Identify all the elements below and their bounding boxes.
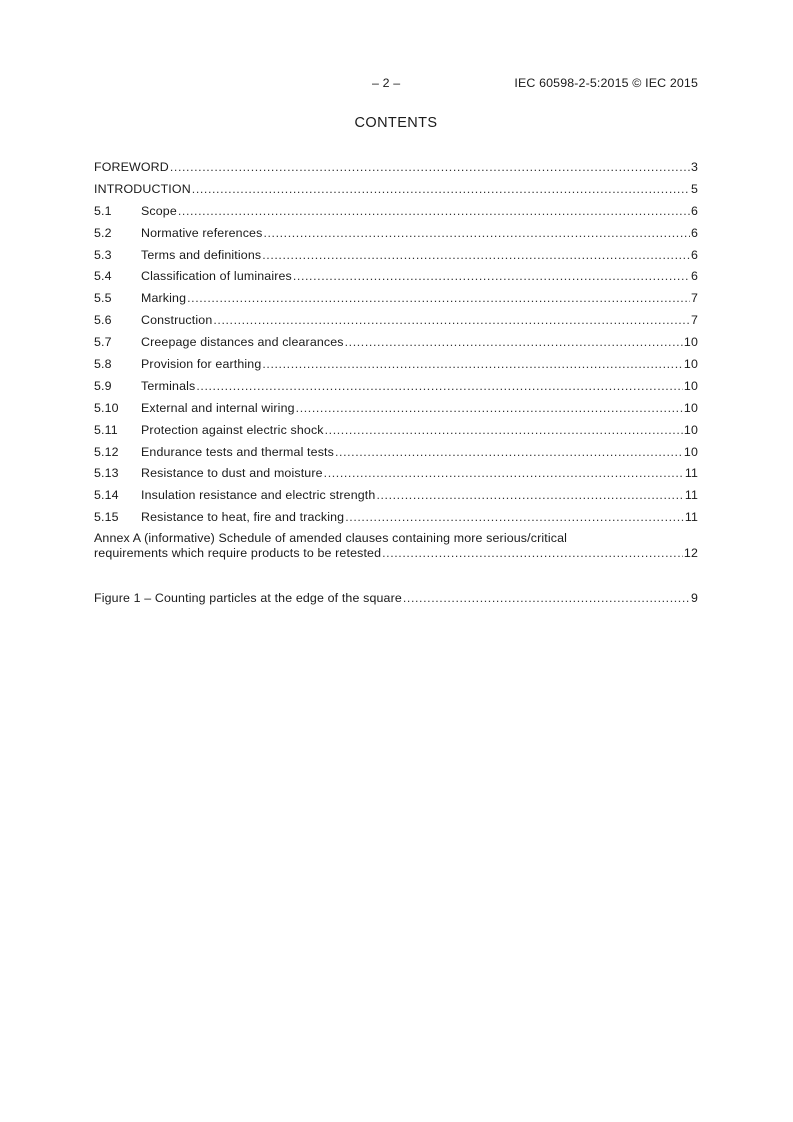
annex-title-line2: requirements which require products to be retested bbox=[94, 546, 382, 561]
dot-leader bbox=[324, 463, 684, 485]
figure-entry-1[interactable] bbox=[94, 588, 698, 610]
toc-entry-5-4[interactable] bbox=[94, 266, 698, 288]
dot-leader bbox=[325, 420, 683, 442]
toc-entry-5-11[interactable] bbox=[94, 420, 698, 442]
toc-entry-5-14[interactable] bbox=[94, 485, 698, 507]
toc-entry-title: Resistance to dust and moisture bbox=[141, 466, 323, 481]
toc-entry-title: Construction bbox=[141, 313, 213, 328]
toc-entry-title: FOREWORD bbox=[94, 160, 169, 174]
toc-entry-5-7[interactable] bbox=[94, 332, 698, 354]
toc-entry-page: 10 bbox=[683, 400, 698, 415]
figure-entry-title: Figure 1 – Counting particles at the edge of the square bbox=[94, 591, 402, 605]
toc-entry-page: 6 bbox=[690, 247, 698, 262]
toc-entry-number: 5.14 bbox=[94, 488, 119, 503]
toc-entry-annex-a[interactable] bbox=[94, 531, 698, 561]
toc-entry-page: 10 bbox=[683, 444, 698, 459]
toc-entry-number: 5.12 bbox=[94, 444, 119, 459]
toc-entry-page: 10 bbox=[683, 335, 698, 350]
toc-entry-number: 5.9 bbox=[94, 378, 112, 393]
toc-entry-number: 5.11 bbox=[94, 422, 118, 437]
dot-leader bbox=[213, 310, 690, 332]
toc-entry-title: Resistance to heat, fire and tracking bbox=[141, 510, 345, 525]
toc-entry-title: Scope bbox=[141, 203, 177, 218]
toc-entry-number: 5.8 bbox=[94, 357, 112, 372]
contents-title: CONTENTS bbox=[354, 115, 438, 131]
dot-leader bbox=[376, 485, 683, 507]
toc-entry-number: 5.10 bbox=[94, 400, 119, 415]
toc-entry-number: 5.5 bbox=[94, 291, 112, 306]
toc-entry-number: 5.6 bbox=[94, 313, 112, 328]
dot-leader bbox=[170, 157, 690, 179]
toc-entry-page: 5 bbox=[690, 181, 698, 196]
toc-entry-number: 5.2 bbox=[94, 225, 112, 240]
toc-entry-page: 6 bbox=[690, 269, 698, 284]
toc-entry-number: 5.4 bbox=[94, 269, 112, 284]
dot-leader bbox=[335, 442, 683, 464]
toc-entry-5-8[interactable] bbox=[94, 354, 698, 376]
annex-title-line1: Annex A (informative) Schedule of amended clauses containing more serious/critical bbox=[94, 531, 568, 546]
toc-entry-title: INTRODUCTION bbox=[94, 181, 191, 196]
toc-entry-5-1[interactable] bbox=[94, 201, 698, 223]
dot-leader bbox=[403, 588, 690, 610]
dot-leader bbox=[382, 546, 683, 561]
dot-leader bbox=[262, 354, 683, 376]
toc-entry-title: Terms and definitions bbox=[141, 247, 262, 262]
toc-entry-number: 5.7 bbox=[94, 335, 112, 350]
toc-entry-number: 5.15 bbox=[94, 510, 119, 525]
toc-entry-page: 12 bbox=[683, 546, 698, 561]
annex-title-line2-row bbox=[94, 546, 698, 561]
toc-entry-title: External and internal wiring bbox=[141, 400, 295, 415]
toc-entry-5-2[interactable] bbox=[94, 223, 698, 245]
dot-leader bbox=[196, 376, 683, 398]
toc-entry-5-13[interactable] bbox=[94, 463, 698, 485]
dot-leader bbox=[345, 332, 683, 354]
toc-entry-title: Marking bbox=[141, 291, 187, 306]
toc-entry-5-12[interactable] bbox=[94, 442, 698, 464]
dot-leader bbox=[345, 507, 684, 529]
toc-entry-page: 3 bbox=[690, 160, 698, 174]
toc-entry-title: Endurance tests and thermal tests bbox=[141, 444, 334, 459]
toc-entry-number: 5.3 bbox=[94, 247, 112, 262]
document-id: IEC 60598-2-5:2015 © IEC 2015 bbox=[514, 76, 698, 90]
toc-entry-5-9[interactable] bbox=[94, 376, 698, 398]
toc-entry-page: 11 bbox=[684, 488, 698, 503]
toc-entry-5-3[interactable] bbox=[94, 245, 698, 267]
toc-entry-page: 11 bbox=[684, 510, 698, 525]
toc-entry-page: 7 bbox=[690, 291, 698, 306]
toc-entry-page: 10 bbox=[683, 422, 698, 437]
dot-leader bbox=[178, 201, 690, 223]
table-of-contents bbox=[94, 157, 698, 561]
toc-entry-page: 7 bbox=[690, 313, 698, 328]
dot-leader bbox=[296, 398, 683, 420]
toc-entry-page: 11 bbox=[684, 466, 698, 481]
page-number: – 2 – bbox=[372, 76, 401, 90]
toc-entry-number: 5.13 bbox=[94, 466, 119, 481]
toc-entry-foreword[interactable] bbox=[94, 157, 698, 179]
toc-entry-page: 6 bbox=[690, 203, 698, 218]
dot-leader bbox=[293, 266, 690, 288]
dot-leader bbox=[263, 223, 690, 245]
toc-entry-page: 10 bbox=[683, 378, 698, 393]
toc-entry-title: Creepage distances and clearances bbox=[141, 335, 344, 350]
page-header bbox=[94, 76, 698, 92]
toc-entry-page: 6 bbox=[690, 225, 698, 240]
toc-entry-page: 10 bbox=[683, 357, 698, 372]
toc-entry-title: Protection against electric shock bbox=[141, 422, 324, 437]
toc-entry-title: Provision for earthing bbox=[141, 357, 262, 372]
toc-entry-5-15[interactable] bbox=[94, 507, 698, 529]
toc-entry-title: Terminals bbox=[141, 378, 196, 393]
dot-leader bbox=[192, 179, 690, 201]
toc-entry-5-5[interactable] bbox=[94, 288, 698, 310]
toc-entry-introduction[interactable] bbox=[94, 179, 698, 201]
toc-entry-title: Classification of luminaires bbox=[141, 269, 292, 284]
toc-entry-5-6[interactable] bbox=[94, 310, 698, 332]
toc-entry-title: Normative references bbox=[141, 225, 263, 240]
list-of-figures bbox=[94, 588, 698, 610]
toc-entry-title: Insulation resistance and electric strength bbox=[141, 488, 376, 503]
toc-entry-5-10[interactable] bbox=[94, 398, 698, 420]
figure-entry-page: 9 bbox=[690, 591, 698, 605]
dot-leader bbox=[262, 245, 690, 267]
dot-leader bbox=[187, 288, 690, 310]
toc-entry-number: 5.1 bbox=[94, 203, 112, 218]
